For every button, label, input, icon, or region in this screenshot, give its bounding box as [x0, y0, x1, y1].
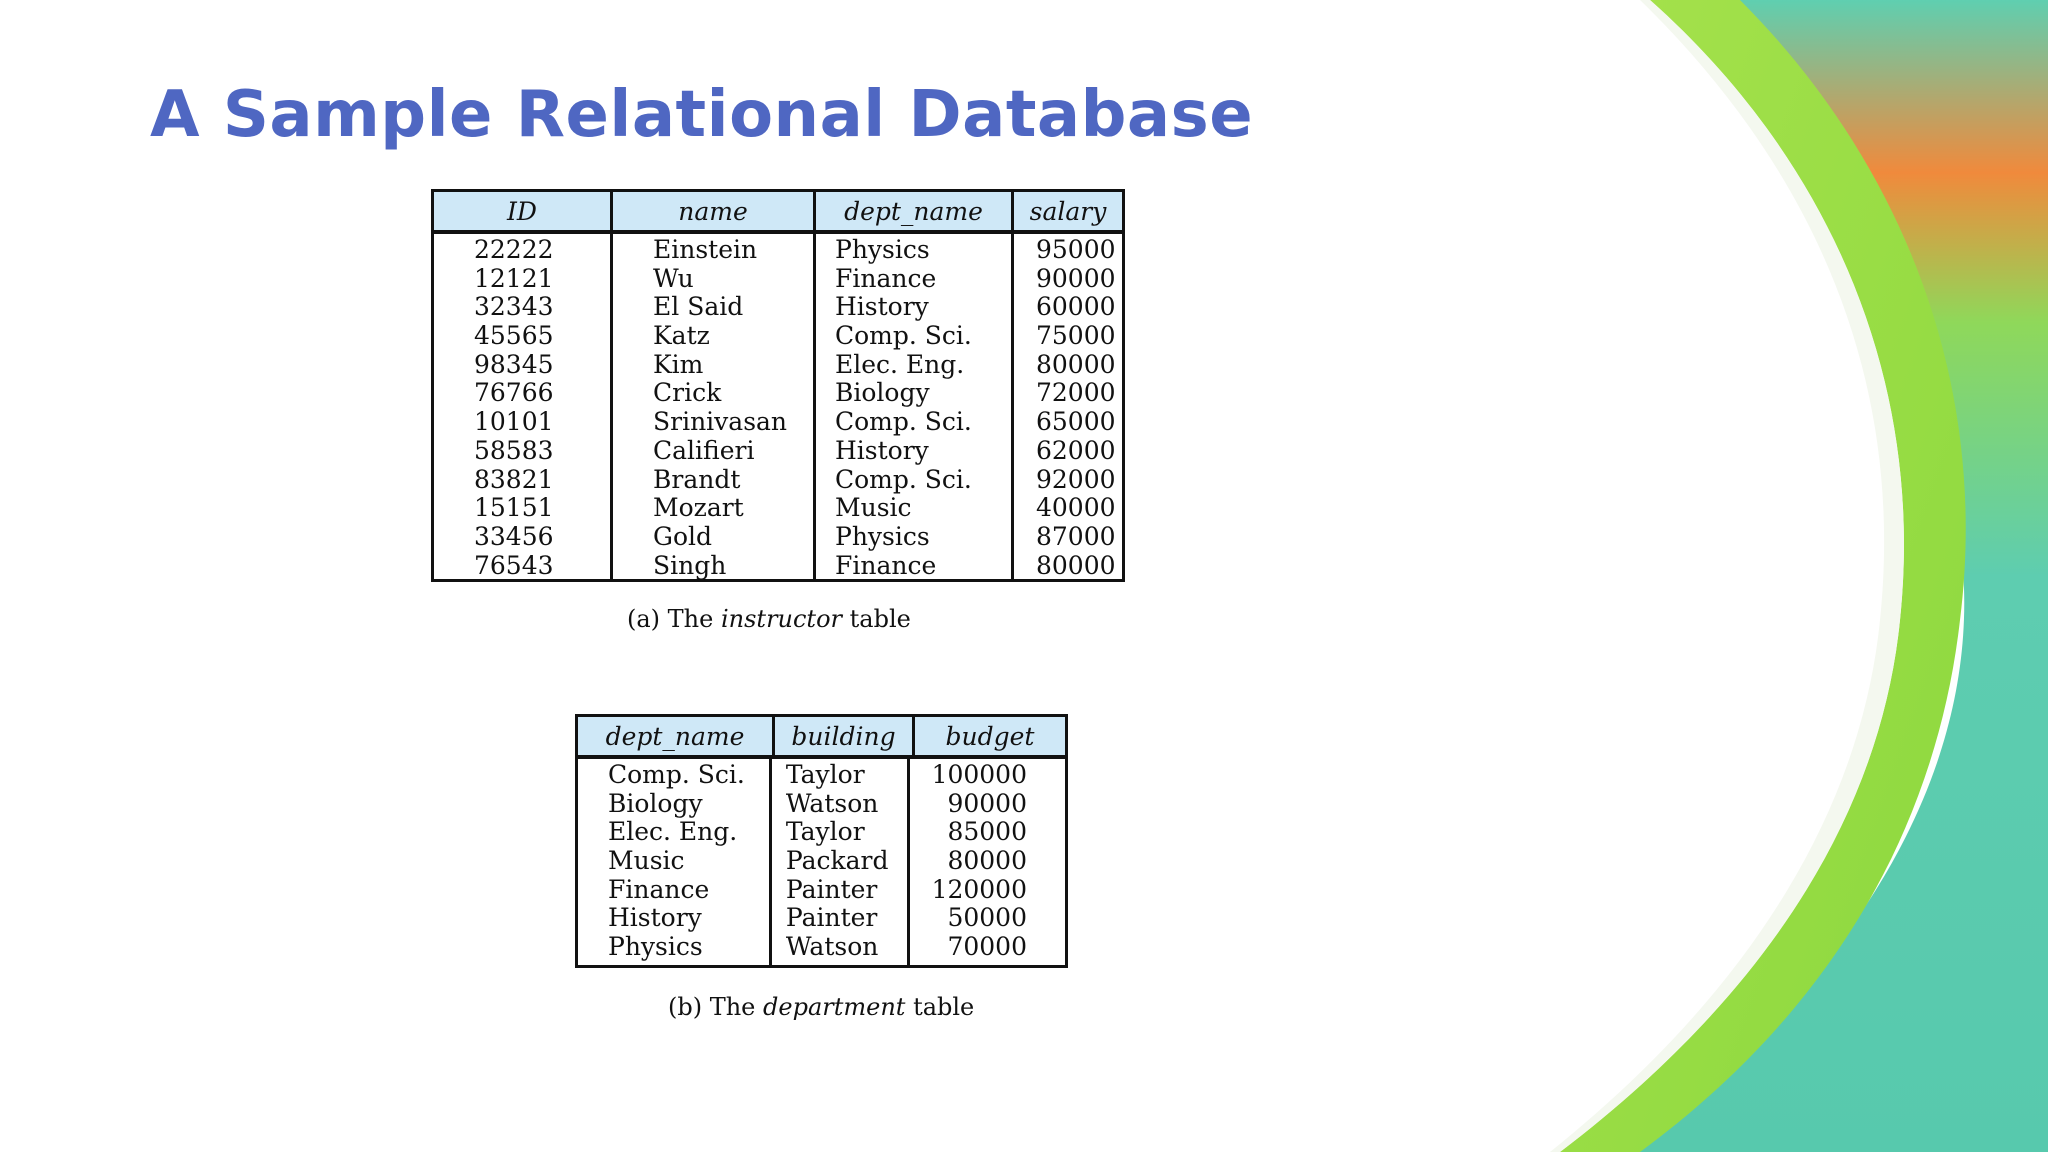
column-header-salary: salary — [1029, 196, 1107, 226]
column-header-name: name — [613, 192, 816, 230]
table-cell: 32343 — [474, 292, 554, 322]
table-cell: Taylor — [785, 817, 865, 847]
table-cell: Physics — [608, 932, 703, 962]
table-cell: 95000 — [1036, 235, 1116, 264]
instructor-table — [431, 189, 1125, 582]
table-cell: 70000 — [947, 932, 1027, 962]
table-cell: 92000 — [1036, 464, 1116, 494]
table-cell: Finance — [608, 874, 710, 904]
instructor-id-column — [434, 234, 613, 579]
table-cell: Watson — [785, 788, 879, 818]
table-cell: 15151 — [474, 493, 554, 523]
department-table-body — [575, 756, 1068, 968]
table-cell: Srinivasan — [653, 407, 788, 437]
column-header-building: building — [775, 717, 915, 755]
table-cell: History — [835, 435, 929, 465]
instructor-dept-column — [816, 234, 1014, 579]
table-cell: 72000 — [1036, 378, 1116, 408]
table-cell: 65000 — [1036, 407, 1116, 437]
table-cell: Einstein — [653, 235, 758, 264]
table-cell: Gold — [653, 521, 713, 551]
table-cell: Katz — [653, 321, 710, 351]
table-cell: 80000 — [1036, 349, 1116, 379]
instructor-table-caption — [627, 605, 911, 633]
table-cell: 98345 — [474, 349, 554, 379]
table-cell: 62000 — [1036, 435, 1116, 465]
instructor-table-body — [431, 231, 1125, 582]
table-cell: History — [835, 292, 929, 322]
table-cell: Watson — [785, 932, 879, 962]
table-cell: 40000 — [1036, 493, 1116, 523]
table-cell: 87000 — [1036, 521, 1116, 551]
slide-title: A Sample Relational Database — [150, 78, 1254, 152]
column-header-budget: budget — [945, 721, 1035, 751]
table-cell: Comp. Sci. — [608, 760, 745, 789]
column-header-dept-name: dept_name — [816, 192, 1014, 230]
department-table-caption — [668, 993, 974, 1021]
table-cell: Painter — [785, 903, 878, 933]
caption-italic: department — [763, 993, 906, 1021]
table-cell: 76543 — [474, 550, 554, 580]
caption-prefix: (a) The — [627, 605, 721, 633]
table-cell: Comp. Sci. — [835, 464, 972, 494]
table-cell: Music — [835, 493, 912, 523]
instructor-table-header — [431, 189, 1125, 233]
table-cell: Taylor — [785, 760, 865, 789]
instructor-name-column — [613, 234, 816, 579]
table-cell: History — [608, 903, 702, 933]
table-cell: Califieri — [653, 435, 755, 465]
table-cell: Wu — [653, 263, 694, 293]
table-cell: 12121 — [474, 263, 554, 293]
table-cell: Biology — [608, 788, 703, 818]
table-cell: Mozart — [653, 493, 744, 523]
table-cell: 10101 — [474, 407, 554, 437]
table-cell: 85000 — [947, 817, 1027, 847]
table-cell: Finance — [835, 550, 937, 580]
column-header-id: ID — [434, 192, 613, 230]
table-cell: Comp. Sci. — [835, 321, 972, 351]
table-cell: Comp. Sci. — [835, 407, 972, 437]
table-cell: 58583 — [474, 435, 554, 465]
table-cell: Music — [608, 846, 685, 876]
table-cell: 100000 — [931, 760, 1027, 789]
department-building-column — [772, 759, 910, 965]
table-cell: Physics — [835, 235, 930, 264]
table-cell: 22222 — [474, 235, 554, 264]
table-cell: Elec. Eng. — [835, 349, 965, 379]
caption-suffix: table — [842, 605, 911, 633]
table-cell: Brandt — [653, 464, 741, 494]
table-cell: 33456 — [474, 521, 554, 551]
table-cell: Kim — [653, 349, 704, 379]
department-budget-column — [910, 759, 1065, 965]
column-header-dept-name: dept_name — [578, 717, 775, 755]
table-cell: 45565 — [474, 321, 554, 351]
table-cell: 75000 — [1036, 321, 1116, 351]
caption-prefix: (b) The — [668, 993, 764, 1021]
table-cell: 76766 — [474, 378, 554, 408]
table-cell: 80000 — [1036, 550, 1116, 580]
table-cell: Packard — [785, 846, 889, 876]
table-cell: 60000 — [1036, 292, 1116, 322]
table-cell: 90000 — [947, 788, 1027, 818]
caption-suffix: table — [905, 993, 975, 1021]
caption-italic: instructor — [720, 605, 842, 633]
table-cell: El Said — [653, 292, 744, 322]
table-cell: 83821 — [474, 464, 554, 494]
table-cell: 120000 — [931, 874, 1027, 904]
table-cell: Crick — [653, 378, 722, 408]
department-name-column — [578, 759, 772, 965]
instructor-salary-column — [1014, 234, 1122, 579]
table-cell: Painter — [785, 874, 878, 904]
table-cell: 90000 — [1036, 263, 1116, 293]
table-cell: Physics — [835, 521, 930, 551]
department-table-header — [575, 714, 1068, 758]
table-cell: Singh — [653, 550, 727, 580]
table-cell: Elec. Eng. — [608, 817, 738, 847]
table-cell: Finance — [835, 263, 937, 293]
department-table — [575, 714, 1068, 968]
table-cell: 80000 — [947, 846, 1027, 876]
table-cell: 50000 — [947, 903, 1027, 933]
table-cell: Biology — [835, 378, 930, 408]
